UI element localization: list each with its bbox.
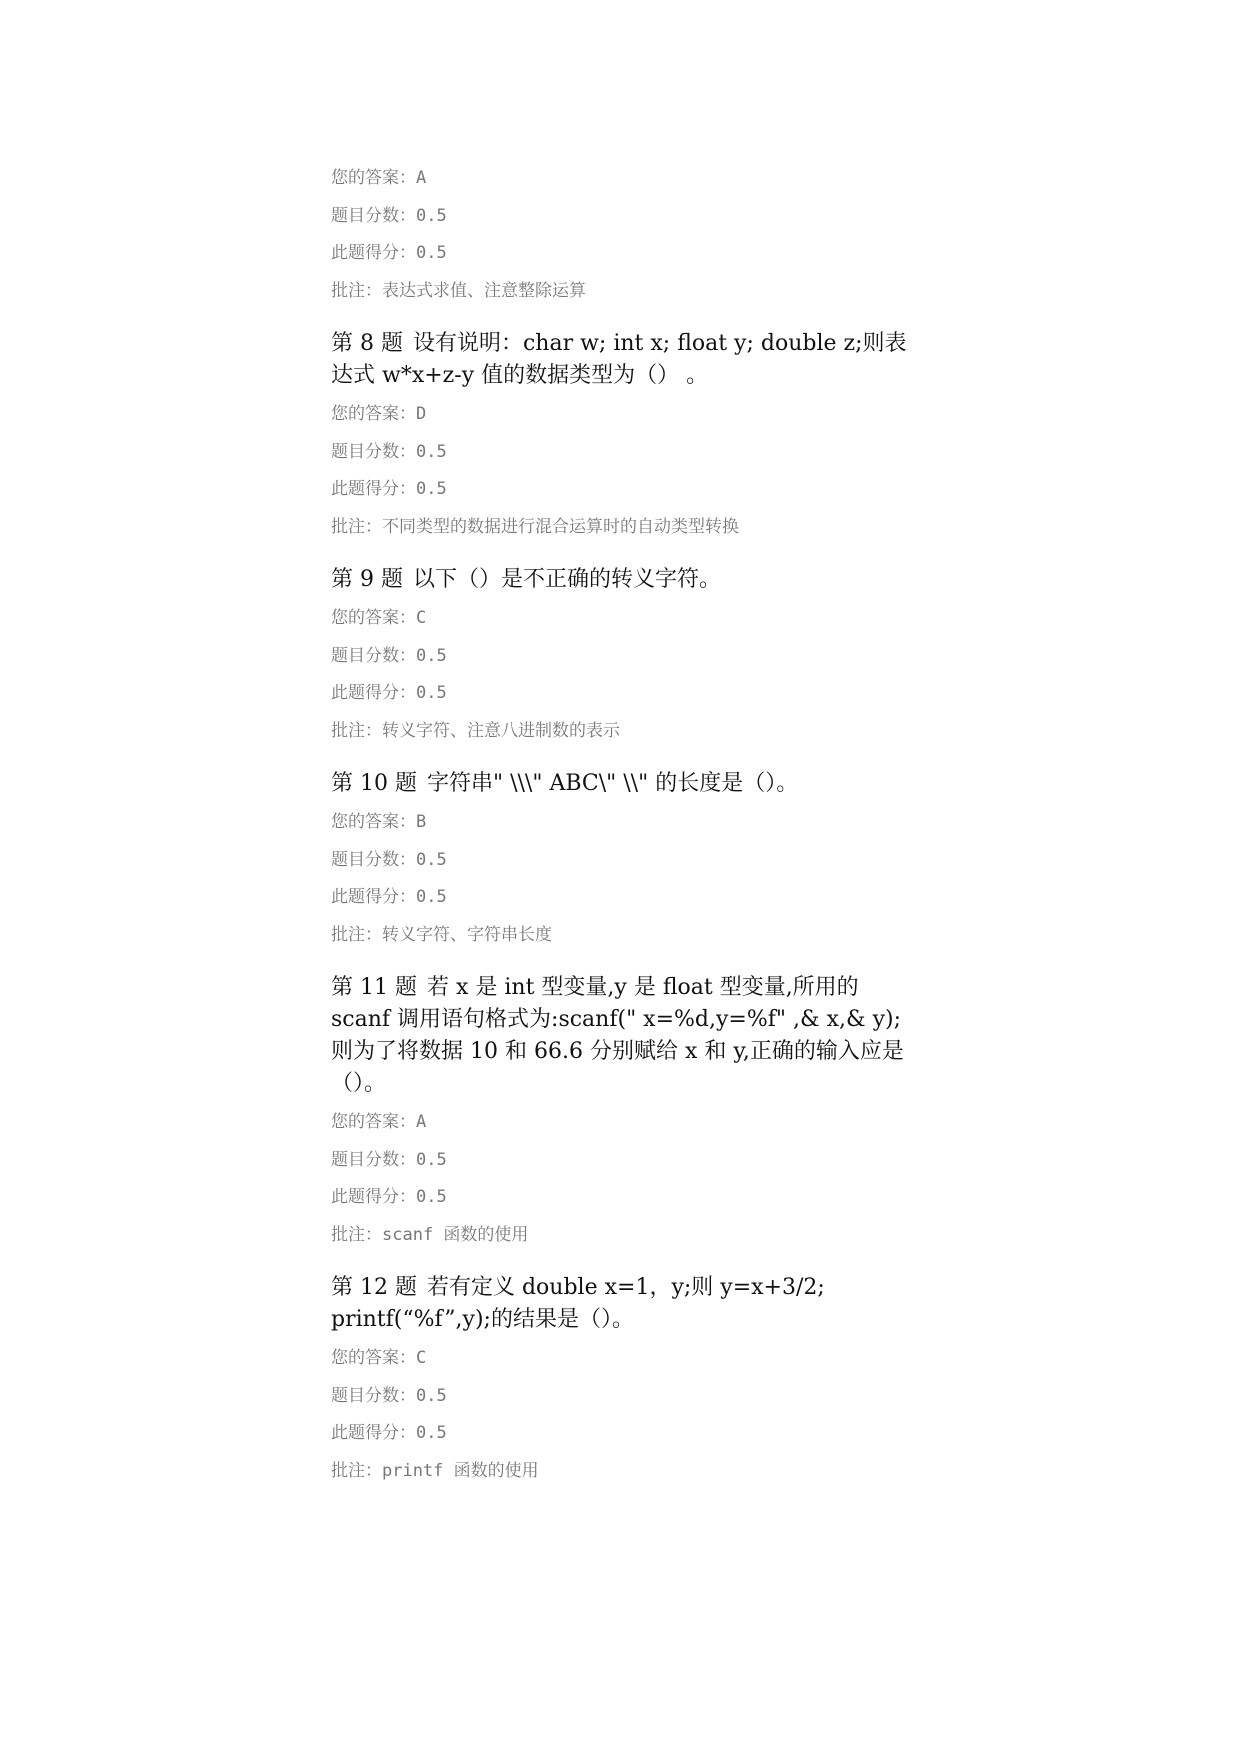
question-text [331, 328, 921, 396]
annotation: 批注：转义字符、字符串长度 [331, 924, 552, 945]
question-block-9 [331, 564, 921, 750]
question-body: 若 x 是 int 型变量,y 是 float 型变量,所用的 scanf 调用语句格式为:scanf(" x=%d,y=%f" ,& x,& y); 则为了将数据 10 和 66.6 分别赋给 x 和 y,正确的输入应是（）。 [331, 975, 904, 1096]
question-score: 题目分数：0.5 [331, 1385, 447, 1406]
question-body: 以下（）是不正确的转义字符。 [412, 567, 721, 592]
your-answer: 您的答案：B [331, 812, 427, 832]
question-number: 第 9 题 [331, 567, 403, 592]
question-text [331, 564, 921, 600]
earned-score: 此题得分：0.5 [331, 243, 447, 263]
question-body: 字符串" \\\" ABC\" \\" 的长度是（）。 [426, 771, 799, 796]
question-score: 题目分数：0.5 [331, 849, 447, 870]
annotation: 批注：printf 函数的使用 [331, 1460, 539, 1481]
your-answer: 您的答案：C [331, 1348, 427, 1368]
earned-score: 此题得分：0.5 [331, 887, 447, 907]
question-block-8 [331, 328, 921, 546]
question-number: 第 11 题 [331, 975, 417, 1000]
earned-score: 此题得分：0.5 [331, 1423, 447, 1443]
earned-score: 此题得分：0.5 [331, 1187, 447, 1207]
annotation: 批注：scanf 函数的使用 [331, 1224, 529, 1245]
annotation: 批注：表达式求值、注意整除运算 [331, 280, 586, 301]
question-text [331, 972, 921, 1104]
earned-score: 此题得分：0.5 [331, 683, 447, 703]
question-score: 题目分数：0.5 [331, 205, 447, 226]
question-block-7 [331, 160, 921, 310]
your-answer: 您的答案：A [331, 1112, 427, 1132]
your-answer: 您的答案：D [331, 404, 427, 424]
question-score: 题目分数：0.5 [331, 441, 447, 462]
question-text [331, 768, 921, 804]
question-number: 第 12 题 [331, 1275, 417, 1300]
question-score: 题目分数：0.5 [331, 645, 447, 666]
question-block-10 [331, 768, 921, 954]
question-number: 第 10 题 [331, 771, 417, 796]
question-score: 题目分数：0.5 [331, 1149, 447, 1170]
question-number: 第 8 题 [331, 331, 403, 356]
question-text [331, 1272, 921, 1340]
question-block-12 [331, 1272, 921, 1490]
question-body: 若有定义 double x=1，y;则 y=x+3/2; printf(“%f”,y);的结果是（）。 [331, 1275, 825, 1332]
question-block-11 [331, 972, 921, 1254]
annotation: 批注：不同类型的数据进行混合运算时的自动类型转换 [331, 516, 739, 537]
quiz-results [331, 160, 921, 1490]
annotation: 批注：转义字符、注意八进制数的表示 [331, 720, 620, 741]
your-answer: 您的答案：A [331, 168, 427, 188]
earned-score: 此题得分：0.5 [331, 479, 447, 499]
question-body: 设有说明：char w; int x; float y; double z;则表达式 w*x+z-y 值的数据类型为（） 。 [331, 331, 907, 388]
your-answer: 您的答案：C [331, 608, 427, 628]
